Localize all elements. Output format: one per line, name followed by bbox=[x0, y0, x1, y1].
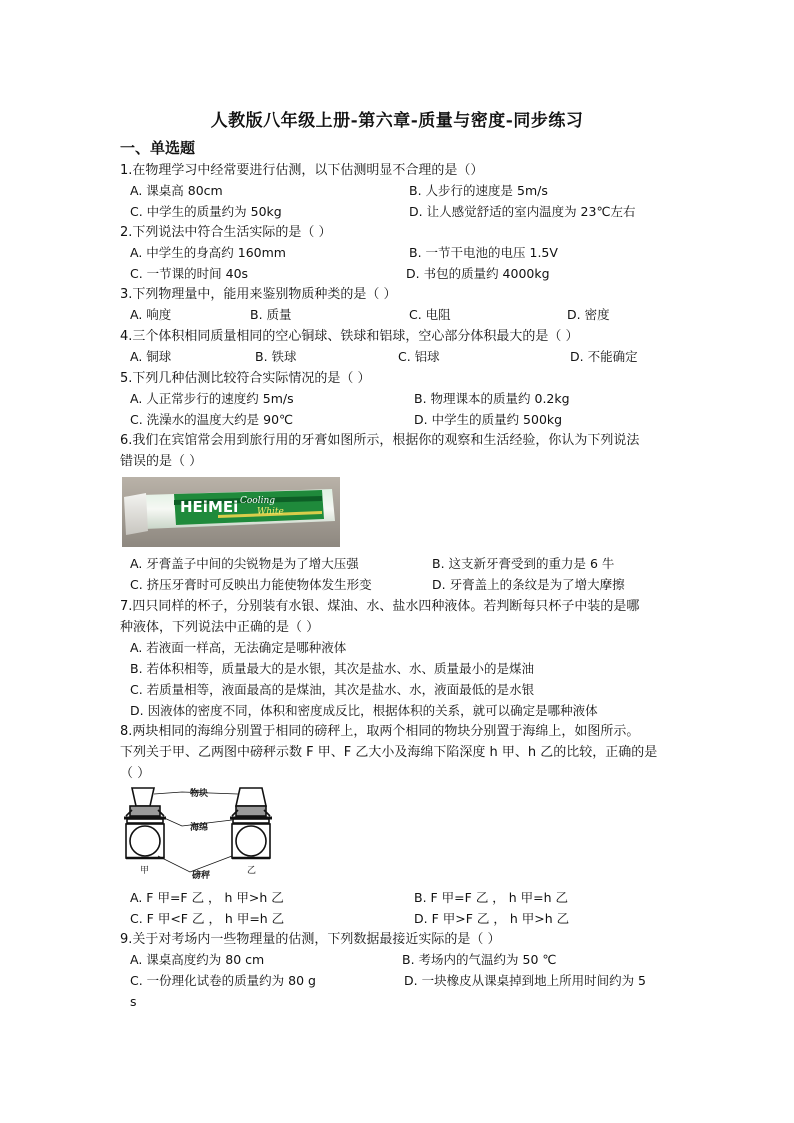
page-title: 人教版八年级上册-第六章-质量与密度-同步练习 bbox=[210, 111, 584, 131]
q2-option-b: B. 一节干电池的电压 1.5V bbox=[409, 245, 558, 260]
q4-option-b: B. 铁球 bbox=[255, 349, 297, 364]
q7-option-b: B. 若体积相等，质量最大的是水银，其次是盐水、水、质量最小的是煤油 bbox=[130, 661, 535, 676]
question-6-stem-line-1: 6.我们在宾馆常会用到旅行用的牙膏如图所示，根据你的观察和生活经验，你认为下列说法 bbox=[120, 433, 640, 448]
q3-option-b: B. 质量 bbox=[250, 307, 292, 322]
q9-option-c: C. 一份理化试卷的质量约为 80 g bbox=[130, 973, 316, 988]
question-9-stem: 9.关于对考场内一些物理量的估测，下列数据最接近实际的是（ ） bbox=[120, 932, 501, 947]
q9-option-a: A. 课桌高度约为 80 cm bbox=[130, 952, 265, 967]
question-8-stem-line-2: 下列关于甲、乙两图中磅秤示数 F 甲、F 乙大小及海绵下陷深度 h 甲、h 乙的比较，正确的是 bbox=[120, 745, 658, 760]
q7-option-d: D. 因液体的密度不同，体积和密度成反比，根据体积的关系，就可以确定是哪种液体 bbox=[130, 703, 598, 718]
q5-option-b: B. 物理课本的质量约 0.2kg bbox=[414, 391, 570, 406]
q5-option-c: C. 洗澡水的温度大约是 90℃ bbox=[130, 412, 294, 427]
question-1-stem: 1.在物理学习中经常要进行估测，以下估测明显不合理的是（） bbox=[120, 163, 484, 178]
q4-option-a: A. 铜球 bbox=[130, 349, 172, 364]
section-heading: 一、单选题 bbox=[120, 139, 196, 157]
q9-option-d: D. 一块橡皮从课桌掉到地上所用时间约为 5 bbox=[404, 973, 646, 988]
figure-label-scale: 磅秤 bbox=[192, 871, 211, 879]
q5-option-a: A. 人正常步行的速度约 5m/s bbox=[130, 391, 294, 406]
question-3-stem: 3.下列物理量中，能用来鉴别物质种类的是（ ） bbox=[120, 287, 397, 302]
figure-label-block: 物块 bbox=[190, 789, 209, 799]
q4-option-c: C. 铝球 bbox=[398, 349, 440, 364]
q6-option-a: A. 牙膏盖子中间的尖锐物是为了增大压强 bbox=[130, 556, 359, 571]
q8-option-a: A. F 甲=F 乙 ， h 甲>h 乙 bbox=[130, 890, 284, 905]
q2-option-a: A. 中学生的身高约 160mm bbox=[130, 245, 286, 260]
toothpaste-brand-text: HEiMEi bbox=[180, 498, 239, 516]
figure-label-sponge: 海绵 bbox=[190, 823, 209, 833]
q4-option-d: D. 不能确定 bbox=[570, 349, 638, 364]
sponge-scale-diagram bbox=[120, 784, 300, 879]
question-7-stem-line-1: 7.四只同样的杯子，分别装有水银、煤油、水、盐水四种液体。若判断每只杯子中装的是哪 bbox=[120, 599, 640, 614]
q3-option-d: D. 密度 bbox=[567, 307, 610, 322]
q9-option-b: B. 考场内的气温约为 50 ℃ bbox=[402, 952, 557, 967]
q5-option-d: D. 中学生的质量约 500kg bbox=[414, 412, 563, 427]
q6-option-d: D. 牙膏盖上的条纹是为了增大摩擦 bbox=[432, 577, 625, 592]
q1-option-b: B. 人步行的速度是 5m/s bbox=[409, 183, 548, 198]
q1-option-a: A. 课桌高 80cm bbox=[130, 183, 223, 198]
question-4-stem: 4.三个体积相同质量相同的空心铜球、铁球和铝球，空心部分体积最大的是（ ） bbox=[120, 329, 579, 344]
q7-option-a: A. 若液面一样高，无法确定是哪种液体 bbox=[130, 640, 347, 655]
q3-option-c: C. 电阻 bbox=[409, 307, 451, 322]
question-7-stem-line-2: 种液体，下列说法中正确的是（ ） bbox=[120, 620, 320, 635]
figure-label-jia: 甲 bbox=[140, 866, 150, 876]
q1-option-c: C. 中学生的质量约为 50kg bbox=[130, 204, 282, 219]
q2-option-d: D. 书包的质量约 4000kg bbox=[406, 266, 550, 281]
q1-option-d: D. 让人感觉舒适的室内温度为 23℃左右 bbox=[409, 204, 636, 219]
q2-option-c: C. 一节课的时间 40s bbox=[130, 266, 249, 281]
q8-option-c: C. F 甲<F 乙 ， h 甲=h 乙 bbox=[130, 911, 285, 926]
question-5-stem: 5.下列几种估测比较符合实际情况的是（ ） bbox=[120, 371, 371, 386]
question-6-stem-line-2: 错误的是（ ） bbox=[120, 454, 203, 469]
toothpaste-photo bbox=[122, 477, 340, 547]
q9-option-d-continuation: s bbox=[130, 994, 137, 1009]
q8-option-d: D. F 甲>F 乙 ， h 甲>h 乙 bbox=[414, 911, 570, 926]
toothpaste-script-text-2: White bbox=[257, 507, 284, 517]
toothpaste-illustration bbox=[122, 477, 340, 547]
sponge-scale-figure bbox=[120, 784, 300, 879]
q7-option-c: C. 若质量相等，液面最高的是煤油，其次是盐水、水，液面最低的是水银 bbox=[130, 682, 535, 697]
question-8-stem-line-1: 8.两块相同的海绵分别置于相同的磅秤上，取两个相同的物块分别置于海绵上，如图所示。 bbox=[120, 724, 640, 739]
question-8-stem-line-3: （ ） bbox=[120, 766, 151, 781]
question-2-stem: 2.下列说法中符合生活实际的是（ ） bbox=[120, 225, 332, 240]
q8-option-b: B. F 甲=F 乙 ， h 甲=h 乙 bbox=[414, 890, 569, 905]
figure-label-yi: 乙 bbox=[247, 866, 257, 876]
q6-option-b: B. 这支新牙膏受到的重力是 6 牛 bbox=[432, 556, 615, 571]
q3-option-a: A. 响度 bbox=[130, 307, 172, 322]
q6-option-c: C. 挤压牙膏时可反映出力能使物体发生形变 bbox=[130, 577, 372, 592]
toothpaste-script-text-1: Cooling bbox=[240, 496, 276, 506]
